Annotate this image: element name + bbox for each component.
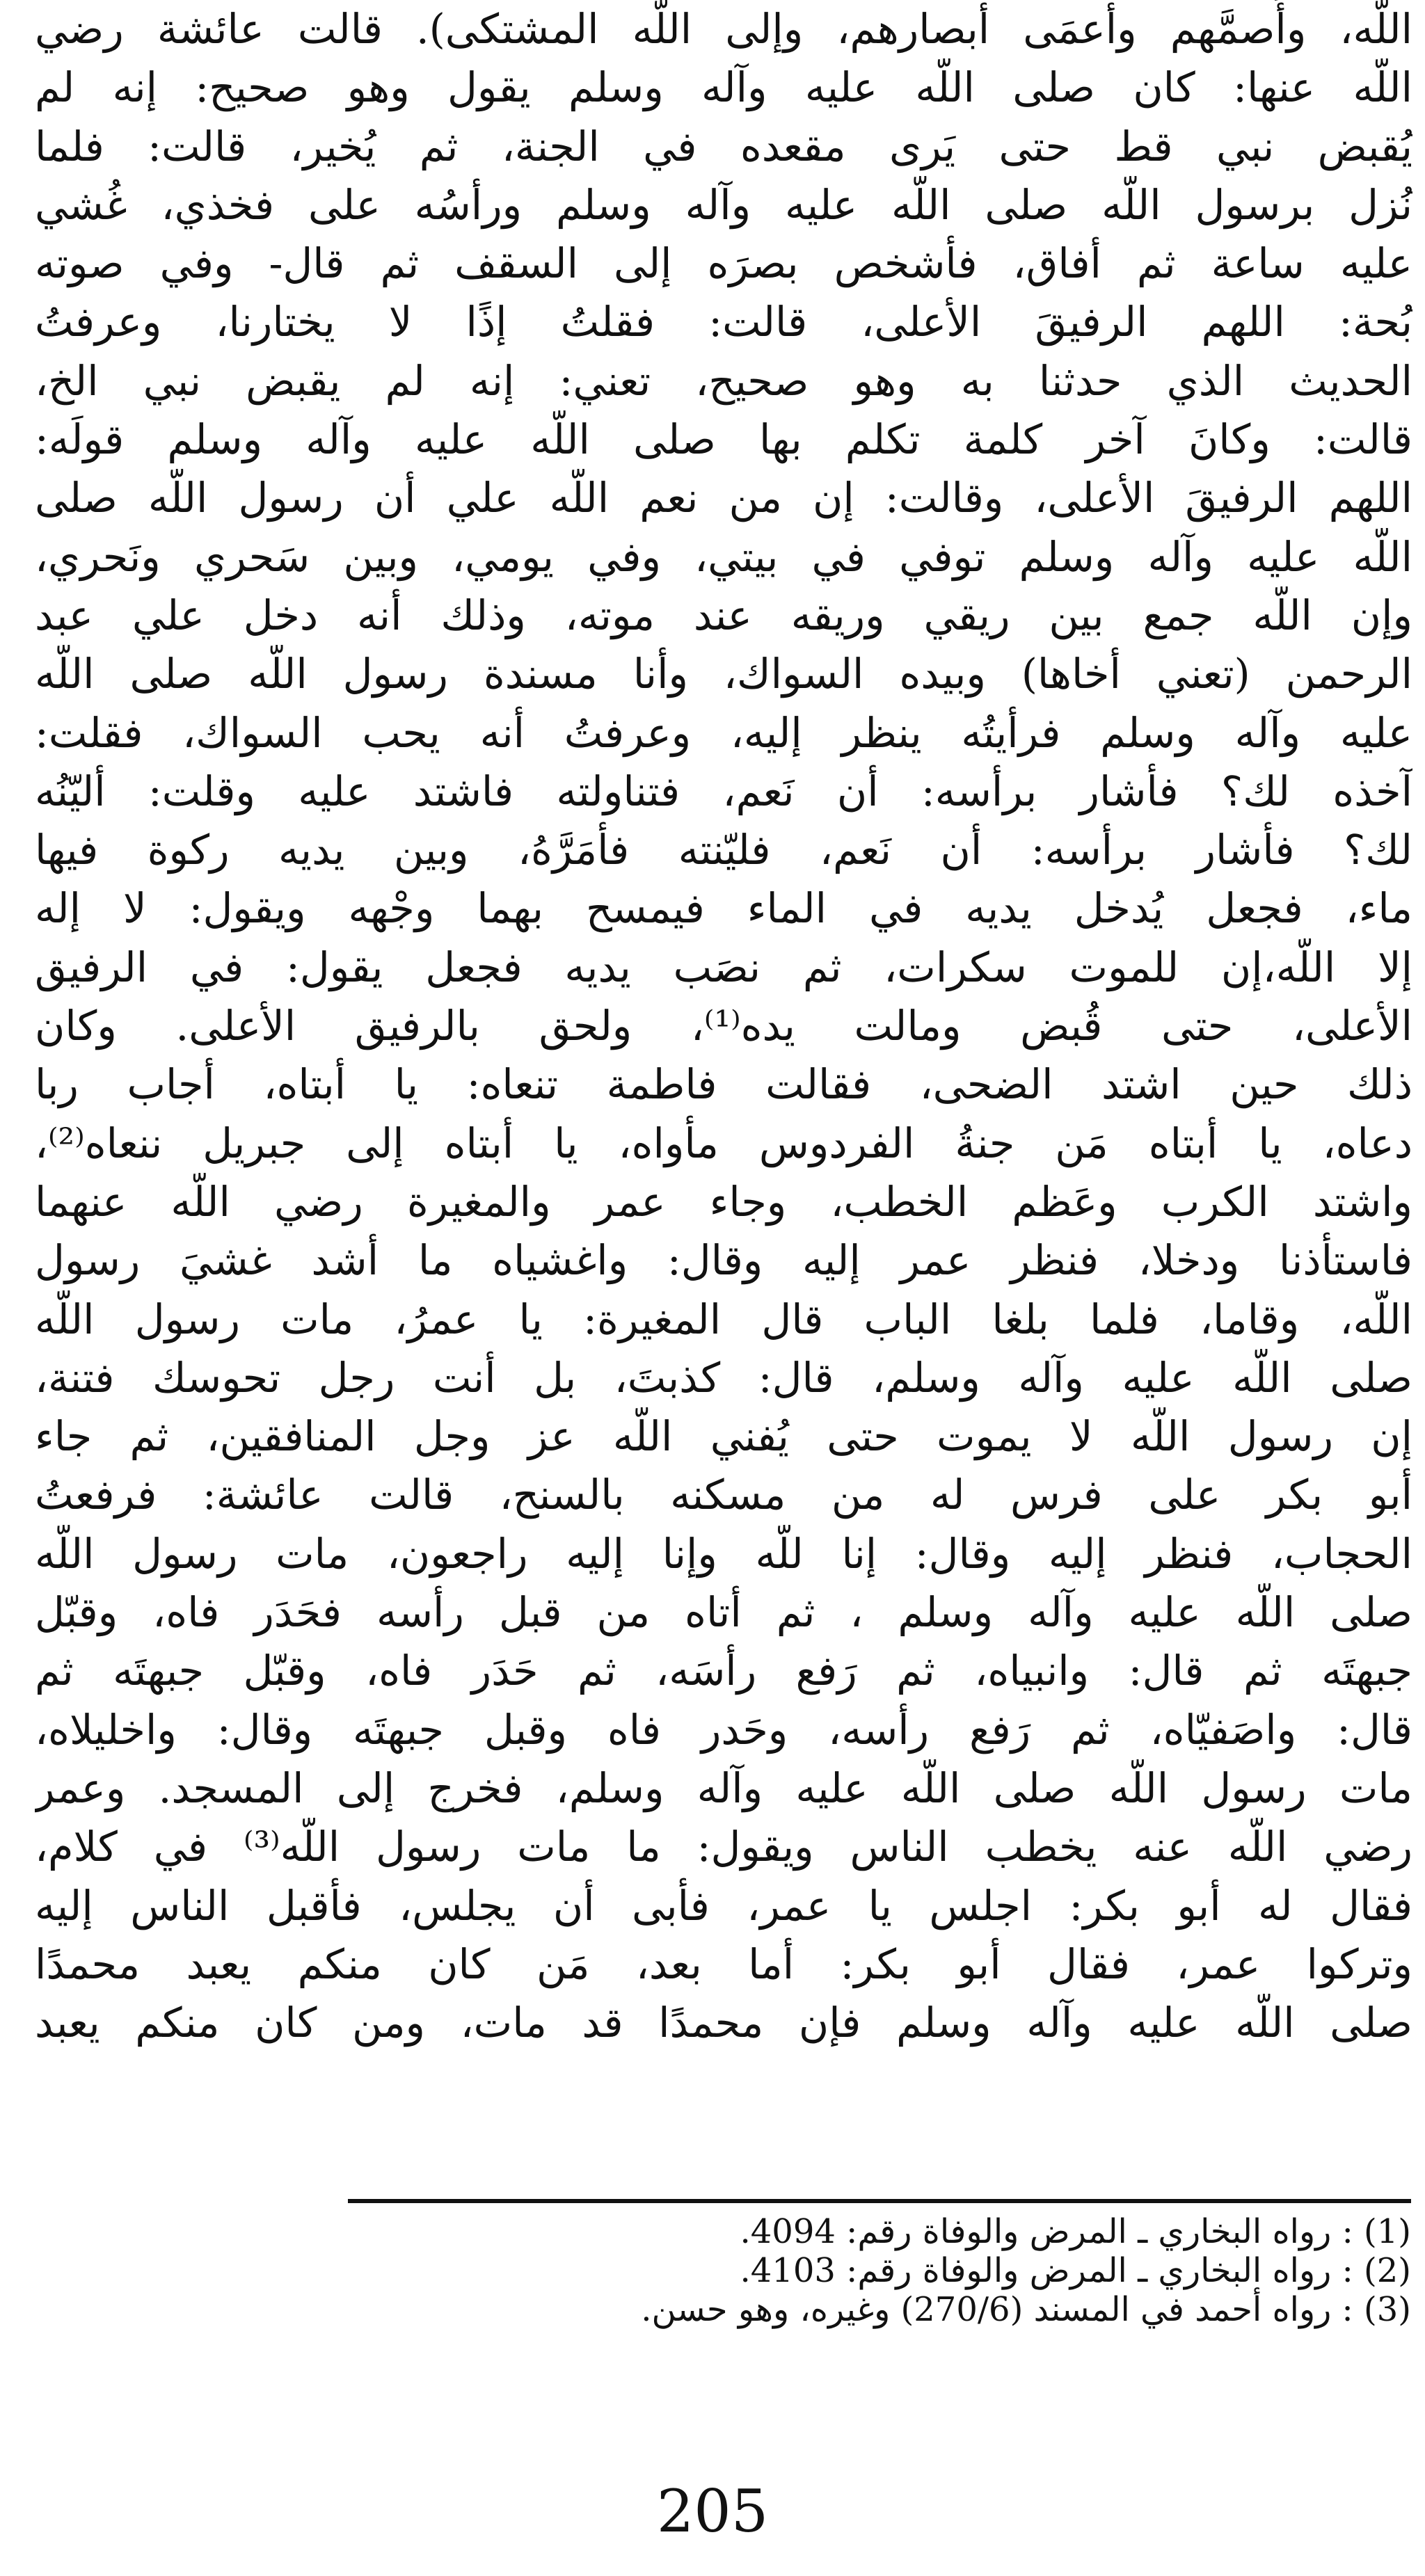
text-line: الرحمن (تعني أخاها) وبيده السواك، وأنا مسندة رسول اللّه صلى اللّه — [35, 650, 1412, 698]
text-line: الحديث الذي حدثنا به وهو صحيح، تعني: إنه لم يقبض نبي الخ، — [35, 356, 1412, 405]
text-line: فقال له أبو بكر: اجلس يا عمر، فأبى أن يجلس، فأقبل الناس إليه — [35, 1881, 1412, 1930]
footnote: (3) : رواه أحمد في المسند (270/6) وغيره، وهو حسن. — [641, 2290, 1411, 2329]
text-line: اللّه، وقاما، فلما بلغا الباب قال المغيرة: يا عمرُ، مات رسول اللّه — [35, 1295, 1412, 1343]
text-line: اللّه، وأَصمَّهم وأعمَى أبصارهم، وإلى اللّه المشتكى). قالت عائشة رضي — [35, 5, 1412, 53]
text-line: صلى اللّه عليه وآله وسلم، قال: كذبتَ، بل أنت رجل تحوسك فتنة، — [35, 1353, 1412, 1402]
text-line: بُحة: اللهم الرفيقَ الأعلى، قالت: فقلتُ إذًا لا يختارنا، وعرفتُ — [35, 298, 1412, 346]
text-line: اللهم الرفيقَ الأعلى، وقالت: إن من نعم اللّه علي أن رسول اللّه صلى — [35, 474, 1412, 522]
page-number: 205 — [656, 2477, 769, 2545]
footnote-separator — [348, 2199, 1411, 2203]
text-line: آخذه لك؟ فأشار برأسه: أن نَعم، فتناولته فاشتد عليه وقلت: أليّنُه — [35, 767, 1412, 815]
text-line: لك؟ فأشار برأسه: أن نَعم، فليّنته فأمَرَّهُ، وبين يديه ركوة فيها — [35, 826, 1412, 874]
footnote: (2) : رواه البخاري ـ المرض والوفاة رقم: 4103. — [740, 2251, 1411, 2290]
text-line: نُزل برسول اللّه صلى اللّه عليه وآله وسلم ورأسُه على فخذي، غُشي — [35, 180, 1412, 229]
text-line: وإن اللّه جمع بين ريقي وريقه عند موته، وذلك أنه دخل علي عبد — [35, 591, 1412, 639]
text-line: جبهتَه ثم قال: وانبياه، ثم رَفع رأسَه، ثم حَدَر فاه، وقبّل جبهتَه ثم — [35, 1647, 1412, 1695]
text-line: الحجاب، فنظر إليه وقال: إنا للّه وإنا إليه راجعون، مات رسول اللّه — [35, 1529, 1412, 1578]
text-line: واشتد الكرب وعَظم الخطب، وجاء عمر والمغيرة رضي اللّه عنهما — [35, 1177, 1412, 1226]
text-line: اللّه عليه وآله وسلم توفي في بيتي، وفي يومي، وبين سَحري ونَحري، — [35, 532, 1412, 581]
text-line: ماء، فجعل يُدخل يديه في الماء فيمسح بهما وجْهه ويقول: لا إله — [35, 884, 1412, 933]
text-line: قال: واصَفيّاه، ثم رَفع رأسه، وحَدر فاه وقبل جبهتَه وقال: واخليلاه، — [35, 1705, 1412, 1754]
text-line: صلى اللّه عليه وآله وسلم ، ثم أتاه من قبل رأسه فحَدَر فاه، وقبّل — [35, 1588, 1412, 1637]
text-line: عليه ساعة ثم أفاق، فأشخص بصرَه إلى السقف ثم قال- وفي صوته — [35, 239, 1412, 288]
footnote: (1) : رواه البخاري ـ المرض والوفاة رقم: 4094. — [740, 2212, 1411, 2251]
text-line: رضي اللّه عنه يخطب الناس ويقول: ما مات رسول اللّه⁽³⁾ في كلام، — [35, 1823, 1412, 1871]
text-line: إن رسول اللّه لا يموت حتى يُفني اللّه عز وجل المنافقين، ثم جاء — [35, 1412, 1412, 1461]
text-line: ذلك حين اشتد الضحى، فقالت فاطمة تنعاه: يا أبتاه، أجاب ربا — [35, 1060, 1412, 1109]
text-line: يُقبض نبي قط حتى يَرى مقعده في الجنة، ثم يُخير، قالت: فلما — [35, 122, 1412, 170]
text-line: أبو بكر على فرس له من مسكنه بالسنح، قالت عائشة: فرفعتُ — [35, 1471, 1412, 1519]
text-line: إلا اللّه،إن للموت سكرات، ثم نصَب يديه فجعل يقول: في الرفيق — [35, 943, 1412, 991]
text-line: فاستأذنا ودخلا، فنظر عمر إليه وقال: واغشياه ما أشد غشيَ رسول — [35, 1236, 1412, 1285]
text-line: دعاه، يا أبتاه مَن جنةُ الفردوس مأواه، يا أبتاه إلى جبريل ننعاه⁽²⁾، — [35, 1119, 1412, 1167]
text-line: عليه وآله وسلم فرأيتُه ينظر إليه، وعرفتُ أنه يحب السواك، فقلت: — [35, 708, 1412, 757]
footnotes — [417, 2212, 1411, 2329]
text-line: مات رسول اللّه صلى اللّه عليه وآله وسلم، فخرج إلى المسجد. وعمر — [35, 1763, 1412, 1812]
text-line: قالت: وكانَ آخر كلمة تكلم بها صلى اللّه عليه وآله وسلم قولَه: — [35, 415, 1412, 464]
text-line: اللّه عنها: كان صلى اللّه عليه وآله وسلم يقول وهو صحيح: إنه لم — [35, 63, 1412, 112]
text-line: صلى اللّه عليه وآله وسلم فإن محمدًا قد مات، ومن كان منكم يعبد — [35, 1999, 1412, 2047]
text-line: الأعلى، حتى قُبض ومالت يده⁽¹⁾، ولحق بالرفيق الأعلى. وكان — [35, 1002, 1412, 1050]
text-line: وتركوا عمر، فقال أبو بكر: أما بعد، مَن كان منكم يعبد محمدًا — [35, 1939, 1412, 1988]
main-text — [35, 0, 1412, 2052]
